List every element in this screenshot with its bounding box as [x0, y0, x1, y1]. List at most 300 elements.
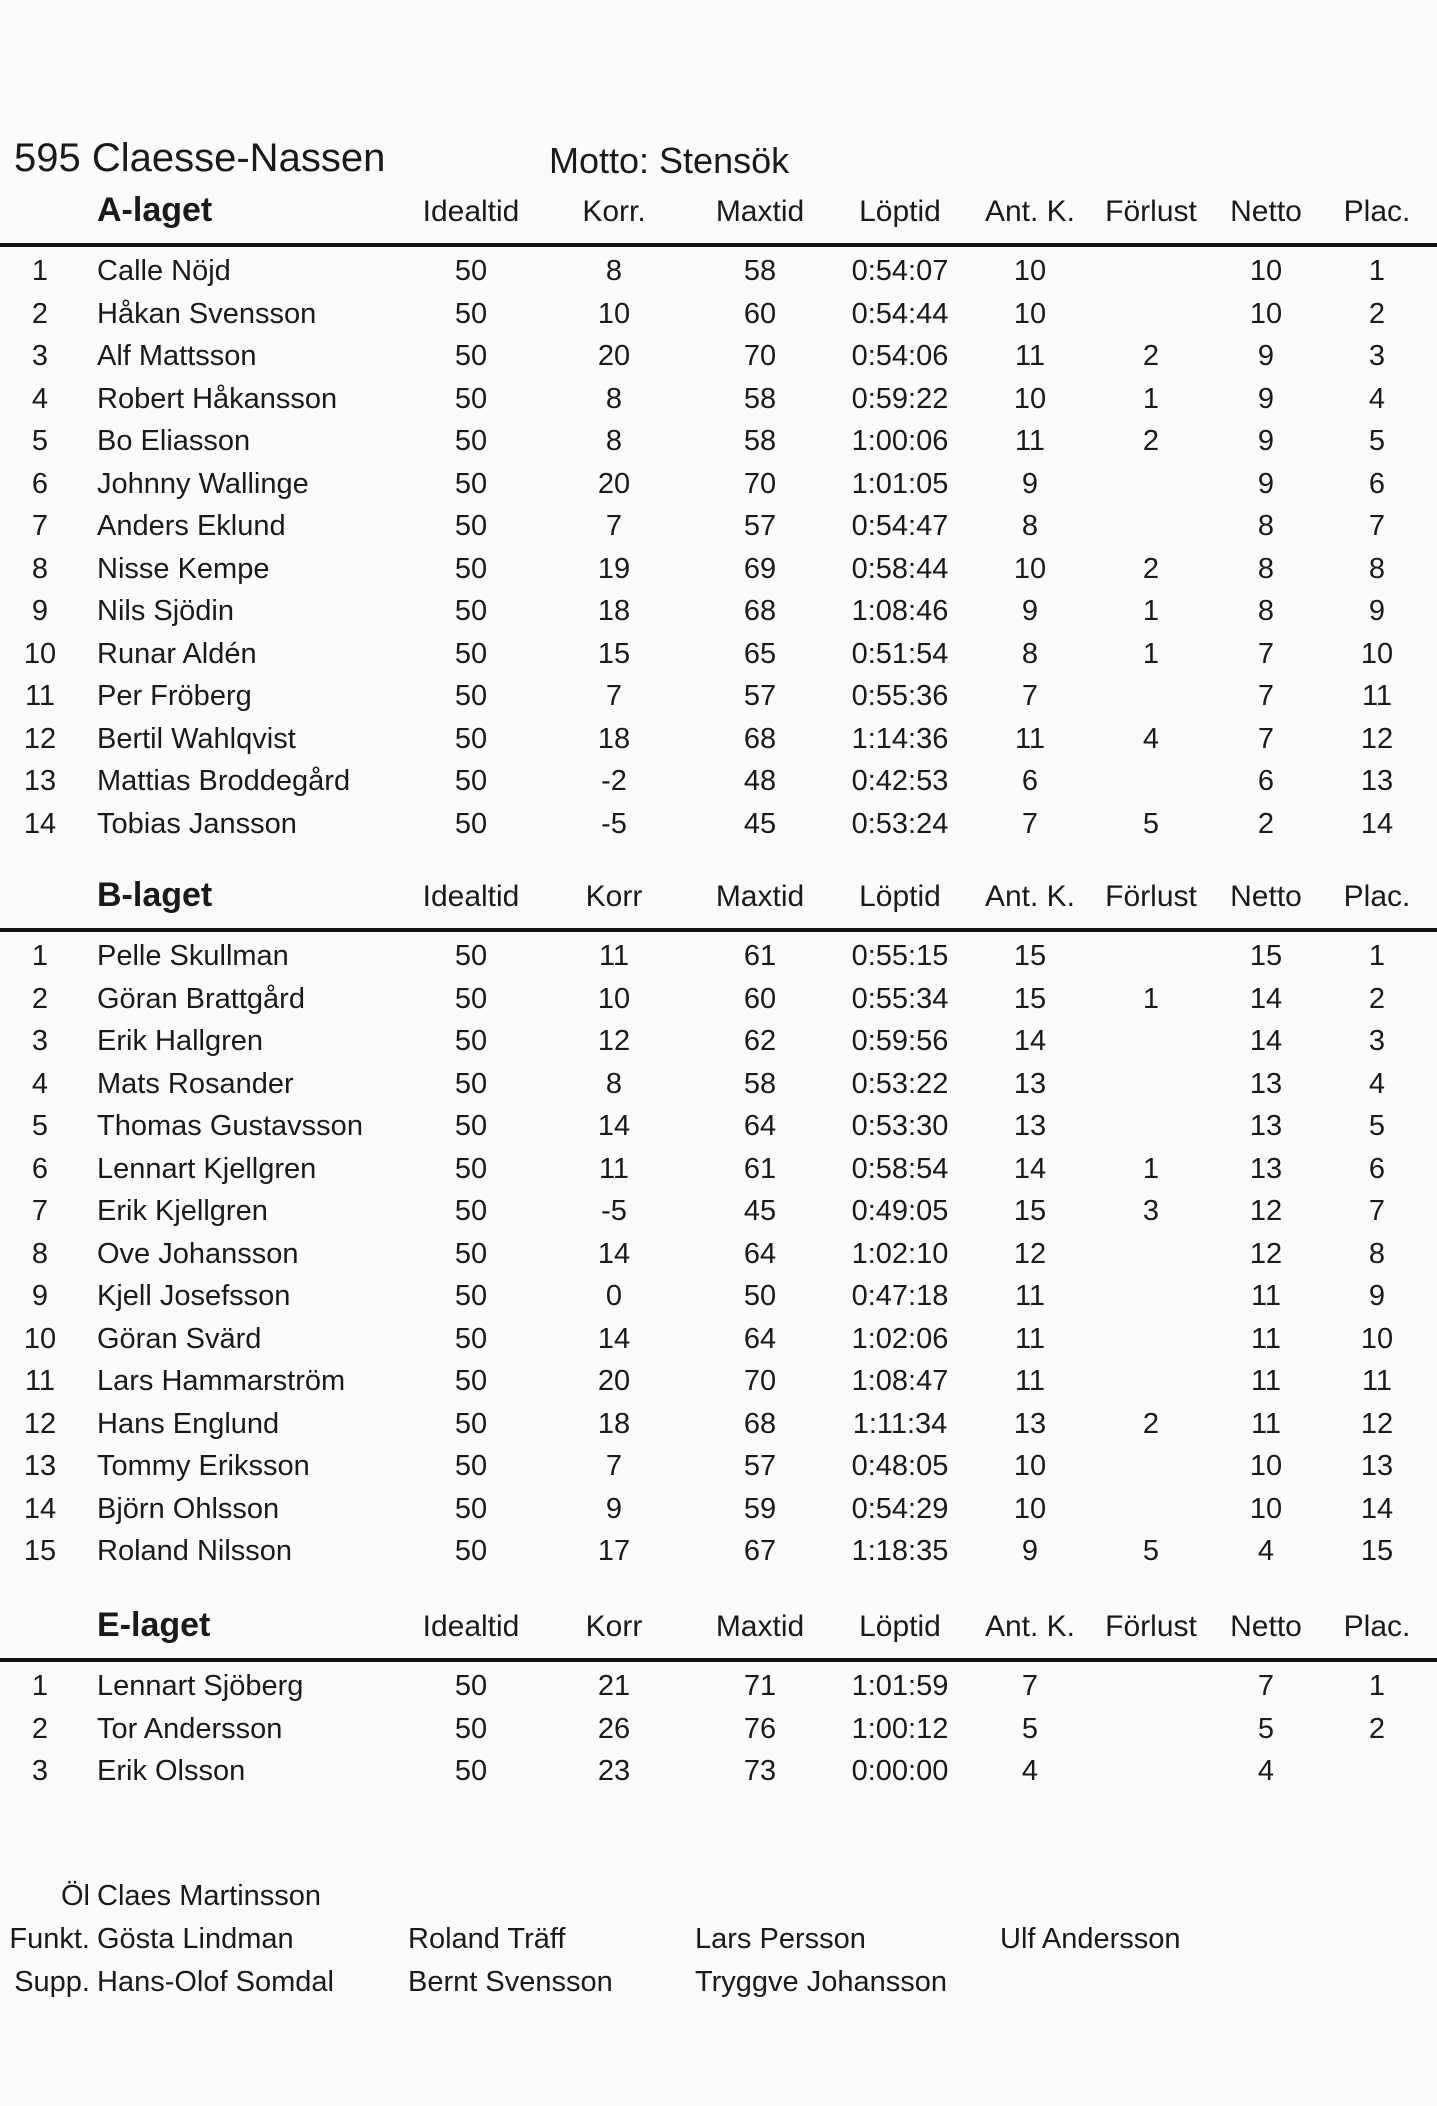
korr-cell: 7 [605, 1450, 623, 1482]
netto-cell: 12 [1249, 1237, 1283, 1270]
loptid-cell: 1:00:06 [851, 425, 949, 457]
loptid-cell: 0:00:00 [851, 1755, 949, 1787]
table-row [0, 468, 1437, 511]
ant-k-cell: 11 [1014, 425, 1046, 457]
staff-line [0, 1923, 1437, 1966]
korr-cell: 20 [597, 467, 631, 500]
plac-cell: 5 [1368, 425, 1386, 457]
idealtid-cell: 50 [454, 1237, 488, 1270]
loptid-cell: 0:53:30 [851, 1110, 949, 1142]
korr-cell: 10 [597, 982, 631, 1015]
plac-cell: 7 [1368, 510, 1386, 542]
plac-cell: 14 [1360, 807, 1394, 840]
netto-cell: 13 [1249, 1152, 1283, 1185]
idealtid-cell: 50 [454, 1670, 488, 1702]
netto-cell: 11 [1250, 1365, 1282, 1397]
netto-cell: 10 [1249, 1450, 1283, 1482]
row-number: 10 [23, 637, 57, 670]
loptid-cell: 1:08:47 [851, 1365, 949, 1397]
ant-k-cell: 10 [1013, 382, 1047, 415]
idealtid-cell: 50 [454, 1025, 488, 1057]
idealtid-cell: 50 [454, 552, 488, 585]
table-row [0, 1280, 1437, 1323]
staff-list [0, 1880, 1437, 2009]
table-row [0, 1670, 1437, 1713]
member-name: Ove Johansson [97, 1237, 299, 1270]
loptid-cell: 1:14:36 [851, 722, 949, 755]
member-name: Erik Kjellgren [97, 1195, 268, 1227]
plac-cell: 11 [1361, 680, 1393, 712]
plac-cell: 8 [1368, 1237, 1386, 1270]
maxtid-cell: 64 [743, 1110, 777, 1142]
idealtid-cell: 50 [454, 1712, 488, 1745]
row-number: 15 [23, 1535, 57, 1567]
column-header-plac: Plac. [1343, 880, 1411, 913]
netto-cell: 10 [1249, 297, 1283, 330]
table-header [0, 191, 1437, 255]
idealtid-cell: 50 [454, 982, 488, 1015]
column-header-forlust: Förlust [1105, 1610, 1197, 1643]
table-row [0, 723, 1437, 766]
maxtid-cell: 62 [743, 1025, 777, 1057]
maxtid-cell: 60 [743, 297, 777, 330]
loptid-cell: 1:11:34 [852, 1407, 948, 1440]
member-name: Alf Mattsson [97, 340, 257, 372]
loptid-cell: 0:58:54 [851, 1152, 949, 1185]
korr-cell: 7 [605, 680, 623, 712]
member-name: Anders Eklund [97, 510, 286, 542]
ant-k-cell: 9 [1021, 1535, 1039, 1567]
plac-cell: 3 [1368, 1025, 1386, 1057]
row-number: 5 [31, 425, 49, 457]
column-header-idealtid: Idealtid [422, 880, 520, 913]
korr-cell: -5 [601, 807, 627, 840]
maxtid-cell: 58 [743, 382, 777, 415]
table-row [0, 1755, 1437, 1798]
row-number: 13 [23, 765, 57, 797]
plac-cell: 2 [1368, 982, 1386, 1015]
korr-cell: 12 [597, 1025, 631, 1057]
idealtid-cell: 50 [454, 1492, 488, 1525]
member-name: Göran Brattgård [97, 982, 305, 1015]
plac-cell: 5 [1368, 1110, 1386, 1142]
row-number: 9 [31, 595, 49, 627]
idealtid-cell: 50 [454, 382, 488, 415]
ant-k-cell: 11 [1014, 340, 1046, 372]
netto-cell: 8 [1257, 595, 1275, 627]
korr-cell: -5 [601, 1195, 627, 1227]
row-number: 6 [31, 1152, 49, 1185]
netto-cell: 14 [1249, 1025, 1283, 1057]
netto-cell: 11 [1250, 1407, 1282, 1440]
loptid-cell: 0:47:18 [851, 1280, 949, 1312]
korr-cell: 23 [597, 1755, 631, 1787]
table-header [0, 876, 1437, 940]
table-row [0, 1408, 1437, 1451]
korr-cell: 18 [597, 1407, 631, 1440]
team-section [0, 191, 1437, 850]
staff-role: Öl [61, 1880, 90, 1912]
idealtid-cell: 50 [454, 1110, 488, 1142]
row-number: 1 [31, 255, 49, 287]
row-number: 12 [23, 722, 57, 755]
forlust-cell: 1 [1142, 1152, 1160, 1185]
idealtid-cell: 50 [454, 297, 488, 330]
row-number: 13 [23, 1450, 57, 1482]
column-header-netto: Netto [1230, 1610, 1302, 1643]
korr-cell: 15 [597, 637, 631, 670]
forlust-cell: 5 [1142, 807, 1160, 840]
member-name: Johnny Wallinge [97, 467, 309, 500]
forlust-cell: 3 [1142, 1195, 1160, 1227]
ant-k-cell: 15 [1013, 982, 1047, 1015]
ant-k-cell: 15 [1013, 1195, 1047, 1227]
row-number: 4 [31, 1067, 49, 1100]
loptid-cell: 0:42:53 [851, 765, 949, 797]
team-section [0, 876, 1437, 1578]
loptid-cell: 0:54:44 [851, 297, 949, 330]
loptid-cell: 0:59:56 [851, 1025, 949, 1057]
maxtid-cell: 58 [743, 425, 777, 457]
member-name: Mats Rosander [97, 1067, 294, 1100]
column-header-forlust: Förlust [1105, 880, 1197, 913]
forlust-cell: 2 [1142, 340, 1160, 372]
plac-cell: 12 [1360, 1407, 1394, 1440]
netto-cell: 4 [1257, 1535, 1275, 1567]
netto-cell: 7 [1257, 1670, 1275, 1702]
maxtid-cell: 50 [743, 1280, 777, 1312]
korr-cell: 11 [598, 940, 630, 972]
column-header-loptid: Löptid [859, 195, 941, 228]
table-row [0, 983, 1437, 1026]
plac-cell: 1 [1368, 940, 1386, 972]
ant-k-cell: 10 [1013, 255, 1047, 287]
netto-cell: 9 [1257, 425, 1275, 457]
column-header-loptid: Löptid [859, 1610, 941, 1643]
netto-cell: 5 [1257, 1712, 1275, 1745]
maxtid-cell: 58 [743, 1067, 777, 1100]
korr-cell: 14 [597, 1237, 631, 1270]
member-name: Thomas Gustavsson [97, 1110, 363, 1142]
loptid-cell: 1:02:06 [851, 1322, 949, 1355]
plac-cell: 9 [1368, 595, 1386, 627]
row-number: 1 [31, 940, 49, 972]
korr-cell: 20 [597, 1365, 631, 1397]
korr-cell: 10 [597, 297, 631, 330]
ant-k-cell: 6 [1021, 765, 1039, 797]
korr-cell: 20 [597, 340, 631, 372]
maxtid-cell: 48 [743, 765, 777, 797]
column-header-forlust: Förlust [1105, 195, 1197, 228]
plac-cell: 2 [1368, 297, 1386, 330]
loptid-cell: 0:54:47 [851, 510, 949, 542]
forlust-cell: 2 [1142, 552, 1160, 585]
column-header-netto: Netto [1230, 195, 1302, 228]
row-number: 14 [23, 1492, 57, 1525]
member-name: Calle Nöjd [97, 255, 231, 287]
member-name: Tobias Jansson [97, 807, 297, 840]
row-number: 3 [31, 1755, 49, 1787]
table-row [0, 1025, 1437, 1068]
idealtid-cell: 50 [454, 1450, 488, 1482]
ant-k-cell: 9 [1021, 595, 1039, 627]
column-header-korr: Korr. [582, 195, 646, 228]
loptid-cell: 0:54:07 [851, 255, 949, 287]
table-row [0, 680, 1437, 723]
netto-cell: 9 [1257, 340, 1275, 372]
staff-name: Roland Träff [408, 1923, 566, 1955]
row-number: 11 [24, 1365, 56, 1397]
idealtid-cell: 50 [454, 807, 488, 840]
table-row [0, 638, 1437, 681]
netto-cell: 11 [1250, 1280, 1282, 1312]
table-row [0, 1068, 1437, 1111]
member-name: Göran Svärd [97, 1322, 262, 1355]
member-name: Håkan Svensson [97, 297, 317, 330]
column-header-netto: Netto [1230, 880, 1302, 913]
loptid-cell: 0:53:22 [851, 1067, 949, 1100]
row-number: 6 [31, 467, 49, 500]
motto: Motto: Stensök [549, 140, 790, 181]
column-header-maxtid: Maxtid [715, 880, 805, 913]
plac-cell: 8 [1368, 552, 1386, 585]
team-name: B-laget [97, 876, 213, 914]
header-rule [0, 243, 1437, 247]
plac-cell: 3 [1368, 340, 1386, 372]
maxtid-cell: 68 [743, 722, 777, 755]
row-number: 1 [31, 1670, 49, 1702]
plac-cell: 13 [1360, 1450, 1394, 1482]
netto-cell: 7 [1257, 722, 1275, 755]
ant-k-cell: 8 [1021, 510, 1039, 542]
ant-k-cell: 14 [1013, 1025, 1047, 1057]
team-name: A-laget [97, 191, 213, 229]
idealtid-cell: 50 [454, 680, 488, 712]
loptid-cell: 0:48:05 [851, 1450, 949, 1482]
idealtid-cell: 50 [454, 940, 488, 972]
netto-cell: 8 [1257, 552, 1275, 585]
member-name: Robert Håkansson [97, 382, 338, 415]
loptid-cell: 0:51:54 [851, 637, 949, 670]
maxtid-cell: 71 [743, 1670, 777, 1702]
ant-k-cell: 10 [1013, 552, 1047, 585]
korr-cell: 21 [597, 1670, 631, 1702]
korr-cell: 19 [597, 552, 631, 585]
staff-name: Hans-Olof Somdal [97, 1966, 334, 1998]
staff-line [0, 1880, 1437, 1923]
netto-cell: 15 [1249, 940, 1283, 972]
loptid-cell: 0:54:29 [851, 1492, 949, 1525]
plac-cell: 4 [1368, 382, 1386, 415]
netto-cell: 9 [1257, 382, 1275, 415]
ant-k-cell: 13 [1013, 1067, 1047, 1100]
plac-cell: 2 [1368, 1712, 1386, 1745]
netto-cell: 13 [1249, 1110, 1283, 1142]
row-number: 3 [31, 1025, 49, 1057]
loptid-cell: 0:54:06 [851, 340, 949, 372]
idealtid-cell: 50 [454, 1067, 488, 1100]
netto-cell: 12 [1249, 1195, 1283, 1227]
forlust-cell: 2 [1142, 1407, 1160, 1440]
ant-k-cell: 12 [1013, 1237, 1047, 1270]
loptid-cell: 1:01:05 [851, 467, 949, 500]
idealtid-cell: 50 [454, 1195, 488, 1227]
plac-cell: 7 [1368, 1195, 1386, 1227]
team-section [0, 1606, 1437, 1798]
staff-role: Supp. [14, 1966, 90, 1998]
loptid-cell: 0:55:34 [851, 982, 949, 1015]
loptid-cell: 0:55:36 [851, 680, 949, 712]
idealtid-cell: 50 [454, 1535, 488, 1567]
ant-k-cell: 10 [1013, 1450, 1047, 1482]
table-row [0, 340, 1437, 383]
maxtid-cell: 69 [743, 552, 777, 585]
maxtid-cell: 58 [743, 255, 777, 287]
plac-cell: 6 [1368, 467, 1386, 500]
maxtid-cell: 64 [743, 1237, 777, 1270]
forlust-cell: 1 [1142, 982, 1160, 1015]
table-row [0, 510, 1437, 553]
netto-cell: 2 [1257, 807, 1275, 840]
member-name: Erik Olsson [97, 1755, 246, 1787]
netto-cell: 7 [1257, 680, 1275, 712]
table-row [0, 808, 1437, 851]
plac-cell: 1 [1368, 1670, 1386, 1702]
korr-cell: 8 [605, 382, 623, 415]
idealtid-cell: 50 [454, 765, 488, 797]
netto-cell: 11 [1250, 1322, 1282, 1355]
row-number: 2 [31, 297, 49, 330]
column-header-plac: Plac. [1343, 1610, 1411, 1643]
loptid-cell: 1:00:12 [851, 1712, 949, 1745]
column-header-idealtid: Idealtid [422, 195, 520, 228]
idealtid-cell: 50 [454, 1152, 488, 1185]
maxtid-cell: 76 [743, 1712, 777, 1745]
loptid-cell: 1:08:46 [851, 595, 949, 627]
ant-k-cell: 13 [1013, 1407, 1047, 1440]
row-number: 2 [31, 1712, 49, 1745]
column-header-loptid: Löptid [859, 880, 941, 913]
maxtid-cell: 67 [743, 1535, 777, 1567]
staff-name: Lars Persson [695, 1923, 866, 1955]
member-name: Per Fröberg [97, 680, 252, 712]
table-row [0, 765, 1437, 808]
table-row [0, 1110, 1437, 1153]
idealtid-cell: 50 [454, 637, 488, 670]
plac-cell: 10 [1360, 637, 1394, 670]
member-name: Lennart Kjellgren [97, 1152, 317, 1185]
korr-cell: 11 [598, 1152, 630, 1185]
maxtid-cell: 57 [743, 510, 777, 542]
plac-cell: 9 [1368, 1280, 1386, 1312]
staff-role: Funkt. [9, 1923, 90, 1955]
row-number: 4 [31, 382, 49, 415]
row-number: 7 [31, 510, 49, 542]
maxtid-cell: 60 [743, 982, 777, 1015]
member-name: Lars Hammarström [97, 1365, 346, 1397]
ant-k-cell: 11 [1014, 1365, 1046, 1397]
table-row [0, 1450, 1437, 1493]
maxtid-cell: 73 [743, 1755, 777, 1787]
ant-k-cell: 7 [1021, 680, 1039, 712]
member-name: Bertil Wahlqvist [97, 722, 296, 755]
idealtid-cell: 50 [454, 1322, 488, 1355]
netto-cell: 8 [1257, 510, 1275, 542]
member-name: Roland Nilsson [97, 1535, 293, 1567]
staff-line [0, 1966, 1437, 2009]
plac-cell: 6 [1368, 1152, 1386, 1185]
netto-cell: 13 [1249, 1067, 1283, 1100]
table-row [0, 553, 1437, 596]
maxtid-cell: 61 [743, 940, 777, 972]
row-number: 7 [31, 1195, 49, 1227]
column-header-ant-k: Ant. K. [984, 195, 1076, 228]
table-row [0, 595, 1437, 638]
row-number: 5 [31, 1110, 49, 1142]
maxtid-cell: 61 [743, 1152, 777, 1185]
member-name: Hans Englund [97, 1407, 280, 1440]
plac-cell: 15 [1360, 1535, 1394, 1567]
idealtid-cell: 50 [454, 1407, 488, 1440]
staff-name: Tryggve Johansson [695, 1966, 948, 1998]
table-row [0, 383, 1437, 426]
korr-cell: 8 [605, 425, 623, 457]
table-header [0, 1606, 1437, 1670]
netto-cell: 14 [1249, 982, 1283, 1015]
loptid-cell: 0:59:22 [851, 382, 949, 415]
row-number: 8 [31, 552, 49, 585]
idealtid-cell: 50 [454, 1365, 488, 1397]
member-name: Tommy Eriksson [97, 1450, 310, 1482]
korr-cell: 17 [597, 1535, 631, 1567]
maxtid-cell: 65 [743, 637, 777, 670]
staff-name: Bernt Svensson [408, 1966, 613, 1998]
forlust-cell: 5 [1142, 1535, 1160, 1567]
loptid-cell: 0:58:44 [851, 552, 949, 585]
idealtid-cell: 50 [454, 1280, 488, 1312]
idealtid-cell: 50 [454, 467, 488, 500]
ant-k-cell: 10 [1013, 1492, 1047, 1525]
korr-cell: 18 [597, 722, 631, 755]
forlust-cell: 1 [1142, 595, 1160, 627]
idealtid-cell: 50 [454, 425, 488, 457]
idealtid-cell: 50 [454, 722, 488, 755]
loptid-cell: 1:18:35 [851, 1535, 949, 1567]
loptid-cell: 0:49:05 [851, 1195, 949, 1227]
loptid-cell: 1:02:10 [851, 1237, 949, 1270]
loptid-cell: 0:55:15 [851, 940, 949, 972]
korr-cell: 7 [605, 510, 623, 542]
staff-name: Claes Martinsson [97, 1880, 322, 1912]
ant-k-cell: 11 [1014, 1322, 1046, 1355]
plac-cell: 11 [1361, 1365, 1393, 1397]
loptid-cell: 0:53:24 [851, 807, 949, 840]
staff-name: Gösta Lindman [97, 1923, 294, 1955]
staff-name: Ulf Andersson [1000, 1923, 1181, 1955]
idealtid-cell: 50 [454, 510, 488, 542]
idealtid-cell: 50 [454, 595, 488, 627]
column-header-ant-k: Ant. K. [984, 1610, 1076, 1643]
ant-k-cell: 10 [1013, 297, 1047, 330]
column-header-ant-k: Ant. K. [984, 880, 1076, 913]
column-header-plac: Plac. [1343, 195, 1411, 228]
table-row [0, 1713, 1437, 1756]
column-header-maxtid: Maxtid [715, 1610, 805, 1643]
member-name: Runar Aldén [97, 637, 257, 670]
table-row [0, 1535, 1437, 1578]
row-number: 8 [31, 1237, 49, 1270]
forlust-cell: 1 [1142, 637, 1160, 670]
